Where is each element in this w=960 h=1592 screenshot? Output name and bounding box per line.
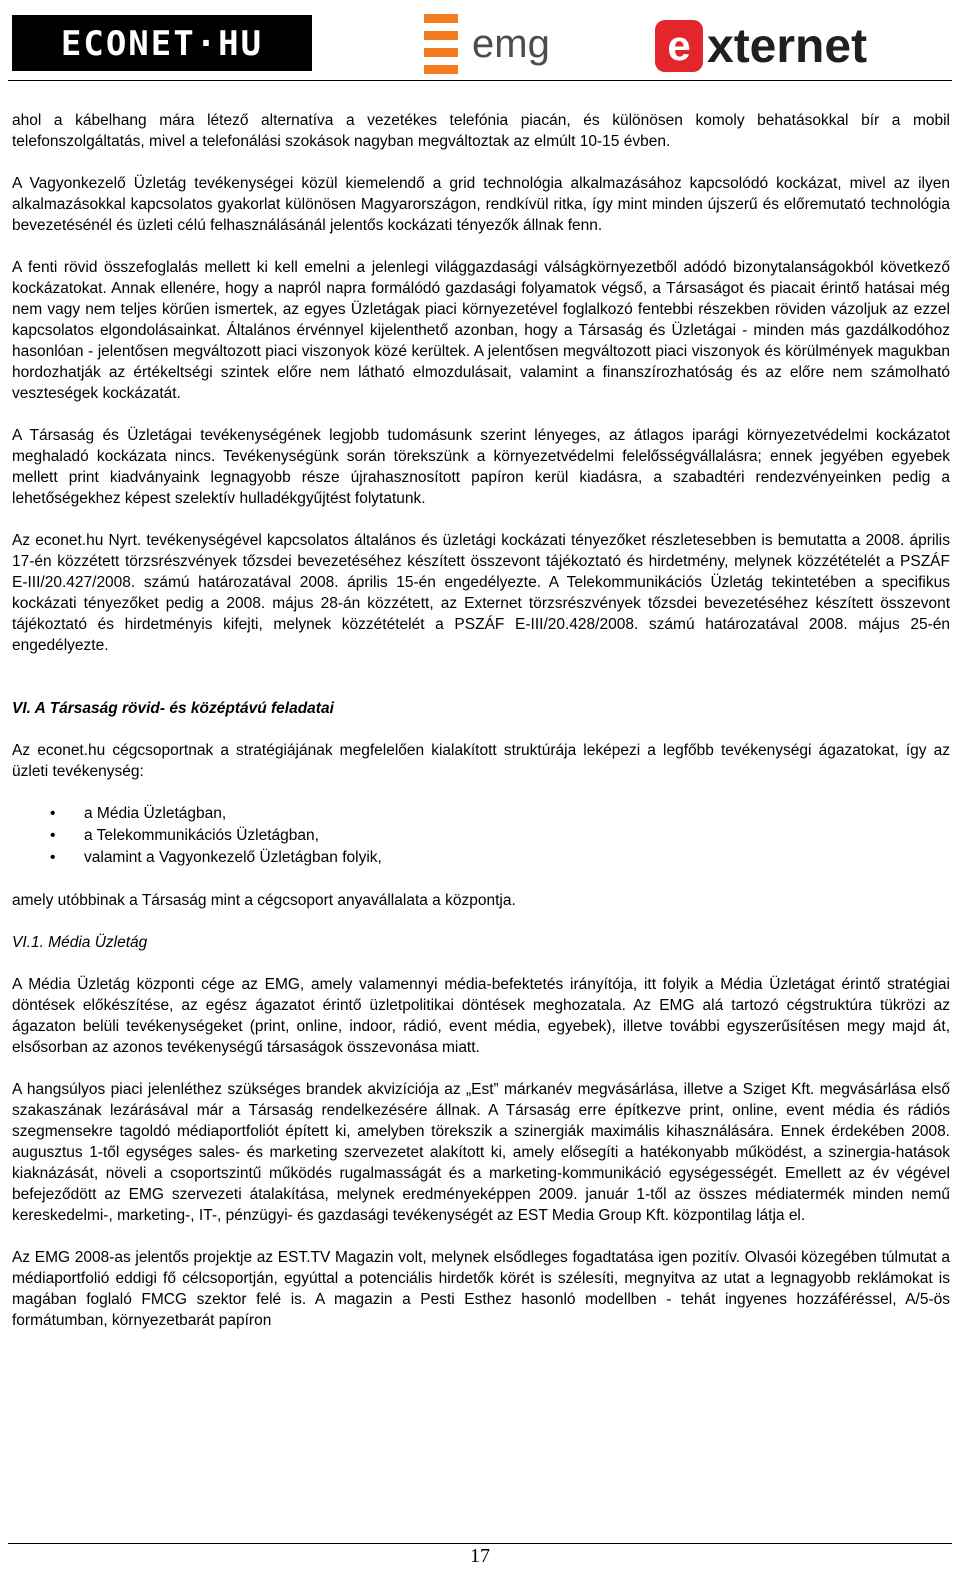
paragraph-3: A fenti rövid összefoglalás mellett ki kell emelni a jelenlegi világgazdasági válságkörnyezetből adódó bizonytalanságokból következő kockázatokat. Annak ellenére, hogy a napról napra formálódó gazdasági folyamatok végső, a Társaságot és piacait érintő hatásai még nem vagy nem teljes körűen ismertek, az egyes Üzletágak piaci környezetével foglalkozó fentebbi részekben röviden vázoljuk az ezzel kapcsolatos elgondolásainkat. Általános érvénnyel kijelenthető azonban, hogy a Társaság és Üzletágai - minden más gazdálkodóhoz hasonlóan - jelentősen megváltozott piaci viszonyok közé kerültek. A jelentősen megváltozott piaci viszonyok és körülmények magukban hordozhatják az értékeltségi szintek előre nem látható elmozdulásait, valamint a finanszírozhatóság és az előre nem számolható veszteségek kockázatát. xyxy=(12,259,950,402)
subsection-heading: VI.1. Média Üzletág xyxy=(12,934,148,951)
emg-logo-graphic xyxy=(424,14,584,74)
paragraph-8: A Média Üzletág központi cége az EMG, amely valamennyi média-befektetés irányítója, itt folyik a Média Üzletágat érintő stratégiai döntések előkészítése, az egész ágazatot érintő üzletpolitikai döntések meghozatala. Az EMG alá tartozó cégstruktúra tükrözi az ágazaton belüli tevékenységeket (print, online, indoor, rádió, event média, egyebek), illetve további egyszerűsítésen megy majd át, elsősorban az azonos tevékenységű társaságok összevonása miatt. xyxy=(12,976,950,1056)
econet-logo-graphic xyxy=(12,15,312,71)
list-item: • a Telekommunikációs Üzletágban, xyxy=(12,825,950,847)
svg-text:e: e xyxy=(667,22,691,69)
page-number: 17 xyxy=(470,1545,490,1567)
paragraph-1: ahol a kábelhang mára létező alternatíva a vezetékes telefónia piacán, és különösen komoly behatásokkal bír a mobil telefonszolgáltatás, mivel a telefonálási szokások nagyban megváltoztak az elmúlt 10-15 évben. xyxy=(12,112,950,150)
footer-divider xyxy=(8,1543,952,1544)
business-unit-list xyxy=(12,803,950,869)
section-heading: VI. A Társaság rövid- és középtávú feladatai xyxy=(12,700,334,717)
externet-logo-graphic xyxy=(655,14,950,74)
bullet-icon: • xyxy=(50,827,56,844)
paragraph-6: Az econet.hu cégcsoportnak a stratégiájának megfelelően kialakított struktúrája leképezi a legfőbb tevékenységi ágazatokat, így az üzleti tevékenység: xyxy=(12,742,950,780)
paragraph-2: A Vagyonkezelő Üzletág tevékenységei közül kiemelendő a grid technológia alkalmazásához kapcsolódó kockázat, mivel az ilyen alkalmazásokkal kapcsolatos gyakorlat különösen Magyarországon, rendkívül ritka, így mint minden újszerű és előremutató technológia bevezetésénél és üzleti célú felhasználásánál jelentős kockázati tényezők állnak fenn. xyxy=(12,175,950,234)
list-item: • valamint a Vagyonkezelő Üzletágban folyik, xyxy=(12,847,950,869)
bullet-icon: • xyxy=(50,849,56,866)
paragraph-4: A Társaság és Üzletágai tevékenységének legjobb tudomásunk szerint lényeges, az átlagos iparági környezetvédelmi kockázatot meghaladó kockázata nincs. Tevékenységünk során törekszünk a környezetvédelmi felelősségvállalásra; ennek jegyében egyebek mellett print kiadványaink legnagyobb része újrahasznosított papíron kerül kiadásra, a szabadtéri rendezvényeinken pedig a lehetőségekhez képest szelektív hulladékgyűjtést folytatunk. xyxy=(12,427,950,507)
document-body xyxy=(12,110,950,1331)
list-item: • a Média Üzletágban, xyxy=(12,803,950,825)
emg-logo xyxy=(424,14,584,74)
externet-logo xyxy=(655,14,950,74)
bullet-icon: • xyxy=(50,805,56,822)
emg-logo-text: emg xyxy=(472,22,550,66)
header-divider xyxy=(8,80,952,81)
paragraph-7: amely utóbbinak a Társaság mint a cégcsoport anyavállalata a központja. xyxy=(12,892,516,909)
econet-logo-text: ECONET·HU xyxy=(60,24,264,64)
page-header xyxy=(0,0,960,80)
paragraph-9: A hangsúlyos piaci jelenléthez szükséges brandek akvizíciója az „Est” márkanév megvásárlása, illetve a Sziget Kft. megvásárlása első szakaszának lezárásával már a Társaság rendelkezésére állnak. A Társaság erre építkezve print, online, event média és rádiós szegmensekre tagoldó médiaportfoliót épített ki, amelyben törekszik a szinergiák maximális kihasználására. Ennek érdekében 2008. augusztus 1-től egységes sales- és marketing szervezetet alakított ki, amely elősegíti a hatékonyabb működést, a szinergia-hatások kiaknázását, növeli a csoportszintű működés rugalmasságát és a marketing-kommunikáció egységességét. Emellett az év végével befejeződött az EMG szervezeti átalakítása, melynek eredményeképpen 2009. január 1-től az összes médiatermék minden nemű kereskedelmi-, marketing-, IT-, pénzügyi- és gazdasági tevékenységét az EST Media Group Kft. központilag látja el. xyxy=(12,1081,950,1224)
paragraph-10: Az EMG 2008-as jelentős projektje az EST.TV Magazin volt, melynek elsődleges fogadtatása igen pozitív. Olvasói közegében túlmutat a médiaportfolió eddigi fő célcsoportján, egyúttal a potenciális hirdetők körét is szélesíti, megnyitva az utat a legnagyobb reklámokat is magában foglaló FMCG szektor felé is. A magazin a Pesti Esthez hasonló modellben - tehát ingyenes hozzáféréssel, A/5-ös formátumban, környezetbarát papíron xyxy=(12,1249,950,1329)
externet-logo-text: xternet xyxy=(707,20,868,73)
paragraph-5: Az econet.hu Nyrt. tevékenységével kapcsolatos általános és üzletági kockázati tényezőket részletesebben is bemutatta a 2008. április 17-én közzétett törzsrészvények tőzsdei bevezetéséhez készített összevont tájékoztató és hirdetmény, melynek közzétételét a PSZÁF E-III/20.427/2008. számú határozatával 2008. április 15-én engedélyezte. A Telekommunikációs Üzletág tekintetében a specifikus kockázati tényezőket pedig a 2008. május 28-án közzétett, az Externet törzsrészvények tőzsdei bevezetéséhez készített összevont tájékoztató és hirdetményis kifejti, melynek közzétételét a PSZÁF E-III/20.428/2008. számú határozatával 2008. május 25-én engedélyezte. xyxy=(12,532,950,654)
econet-logo xyxy=(12,15,312,71)
